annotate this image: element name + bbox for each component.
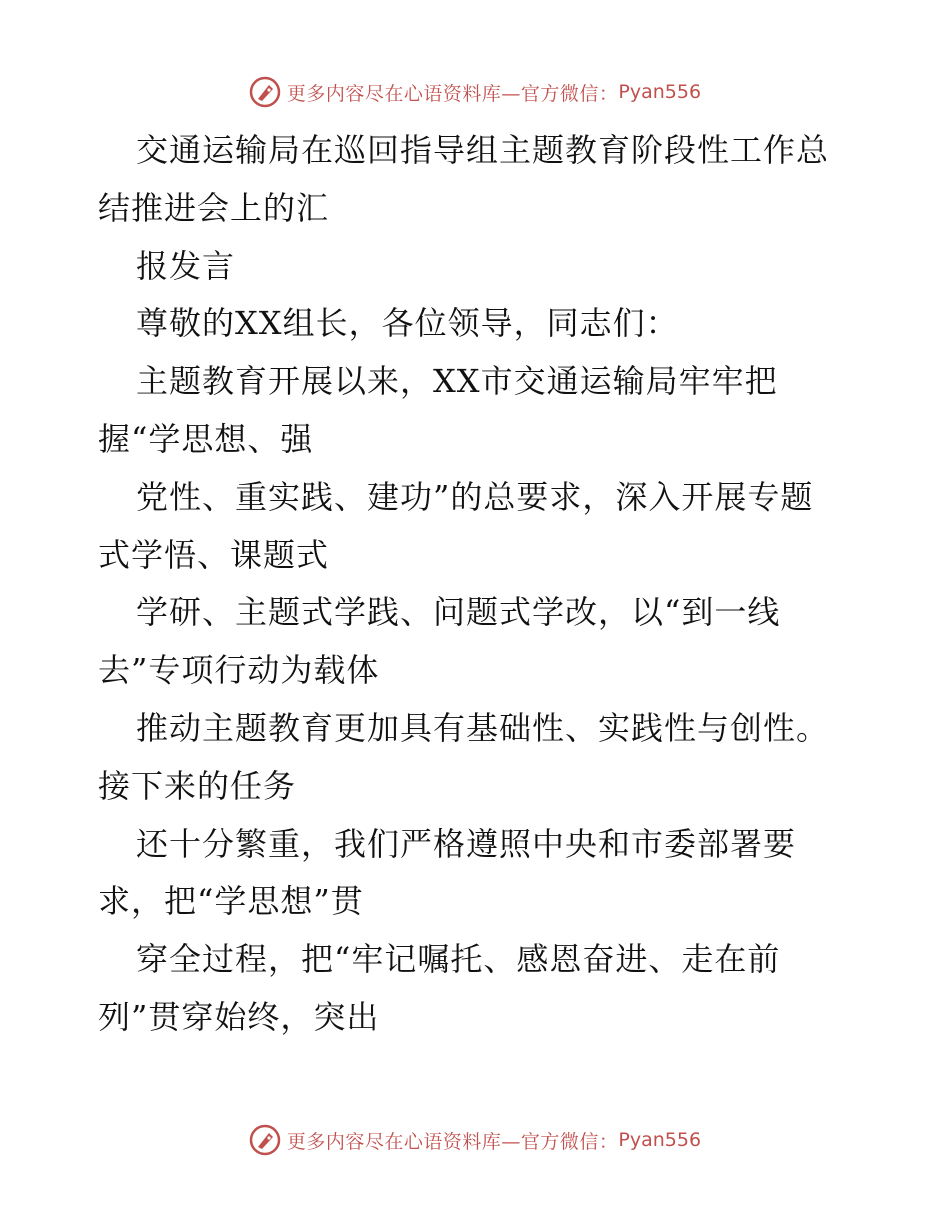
- paragraph-line: 主题教育开展以来，XX市交通运输局牢牢把: [136, 362, 778, 401]
- watermark-text: 更多内容尽在心语资料库—官方微信：: [286, 1130, 619, 1153]
- header-watermark: [0, 72, 950, 112]
- paragraph-line: 还十分繁重，我们严格遵照中央和市委部署要: [136, 824, 797, 863]
- salutation: 尊敬的XX组长，各位领导，同志们：: [136, 304, 679, 343]
- paragraph-line: 推动主题教育更加具有基础性、实践性与创性。: [136, 708, 830, 747]
- title-line-2: 结推进会上的汇: [98, 188, 330, 227]
- paragraph-line: 握“学思想、强: [98, 419, 314, 458]
- paragraph-line: 穿全过程，把“牢记嘱托、感恩奋进、走在前: [136, 940, 781, 979]
- pen-nib-icon: [249, 76, 281, 108]
- pen-nib-icon: [249, 1124, 281, 1156]
- document-body: [98, 122, 858, 1047]
- watermark-text: 更多内容尽在心语资料库—官方微信：: [286, 82, 619, 105]
- footer-watermark: [0, 1120, 950, 1160]
- watermark-wechat-id: Pyan556: [618, 1129, 702, 1151]
- paragraph-line: 党性、重实践、建功”的总要求，深入开展专题: [136, 477, 814, 516]
- paragraph-line: 列”贯穿始终，突出: [98, 997, 380, 1036]
- title-line-3: 报发言: [136, 246, 236, 285]
- title-line-1: 交通运输局在巡回指导组主题教育阶段性工作总: [136, 131, 830, 169]
- paragraph-line: 求，把“学思想”贯: [98, 882, 364, 921]
- paragraph-line: 式学悟、课题式: [98, 535, 330, 574]
- watermark-wechat-id: Pyan556: [618, 81, 702, 103]
- paragraph-line: 学研、主题式学践、问题式学改，以“到一线: [136, 593, 781, 632]
- paragraph-line: 去”专项行动为载体: [98, 651, 380, 690]
- paragraph-line: 接下来的任务: [98, 766, 297, 805]
